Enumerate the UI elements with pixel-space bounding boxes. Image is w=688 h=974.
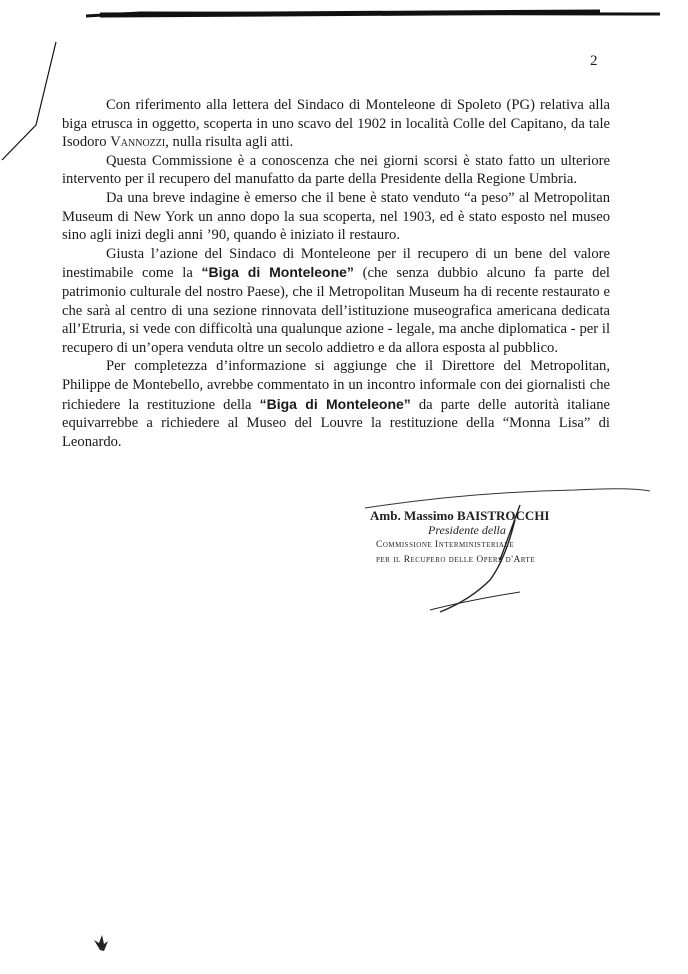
signatory-role: Presidente della xyxy=(428,523,506,537)
paragraph-4: Giusta l’azione del Sindaco di Monteleone per il recupero di un bene del valore inestimabile come la “Biga di Monteleone” (che senza dubbio alcuno fa parte del patrimonio culturale del nostro Paese), che il Metropolitan Museum ha di recente restaurato e che sarà al centro di una sezione rinnovata dell’istituzione museografica americana dedicata all’Etruria, si vede con difficoltà una qualunque azione - legale, ma anche diplomatica - per il recupero di un’opera venduta oltre un secolo addietro e da allora esposta al pubblico. xyxy=(62,245,610,356)
paragraph-2: Questa Commissione è a conoscenza che nei giorni scorsi è stato fatto un ulteriore intervento per il recupero del manufatto da parte della Presidente della Regione Umbria. xyxy=(62,152,610,188)
biga-title: “Biga di Monteleone” xyxy=(259,395,411,412)
signatory-name: Amb. Massimo BAISTROCCHI xyxy=(370,508,550,523)
biga-title: “Biga di Monteleone” xyxy=(201,264,354,281)
paragraph-5: Per completezza d’informazione si aggiunge che il Direttore del Metropolitan, Philippe de Montebello, avrebbe commentato in un incontro informale con dei giornalisti che richiedere la restituzione della “Biga di Monteleone” da parte delle autorità italiane equivarrebbe a richiedere al Museo del Louvre la restituzione della “Monna Lisa” di Leonardo. xyxy=(62,358,610,450)
commission-name: Commissione Interministeriale xyxy=(376,540,514,550)
signature-stamp xyxy=(370,508,620,568)
paragraph-3: Da una breve indagine è emerso che il bene è stato venduto “a peso” al Metropolitan Museum di New York un anno dopo la sua scoperta, nel 1903, ed è stato esposto nel museo sino agli inizi degli anni ’90, quando è iniziato il restauro. xyxy=(62,189,610,244)
paragraph-1: Con riferimento alla lettera del Sindaco di Monteleone di Spoleto (PG) relativa alla biga etrusca in oggetto, scoperta in uno scavo del 1902 in località Colle del Capitano, da tale Isodoro Vannozzi, nulla risulta agli atti. xyxy=(62,97,610,151)
commission-name-2: per il Recupero delle Opere d'Arte xyxy=(376,555,536,565)
person-name: Vannozzi xyxy=(110,134,166,151)
page-number: 2 xyxy=(590,53,598,69)
